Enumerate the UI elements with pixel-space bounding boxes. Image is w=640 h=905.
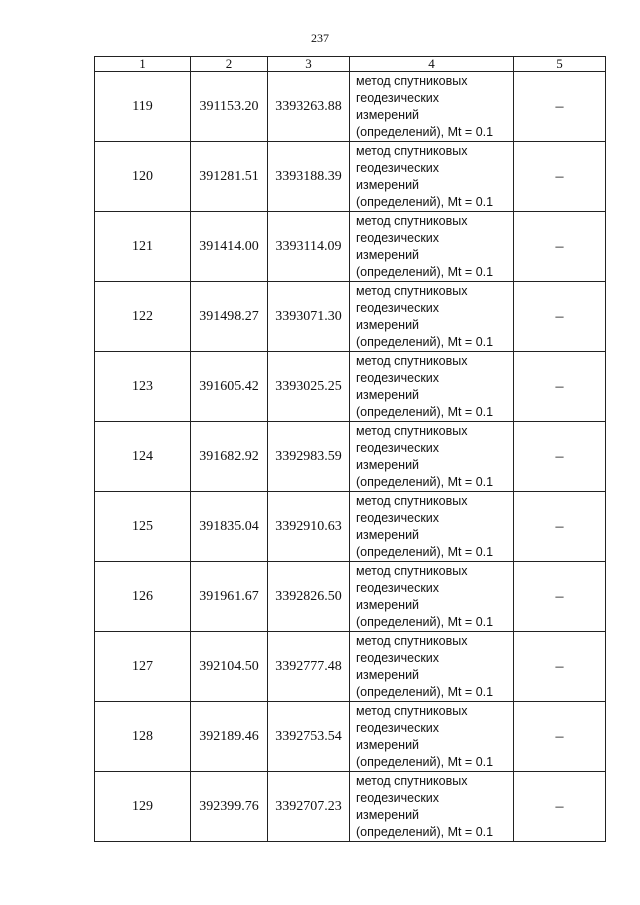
- method-line: геодезических: [356, 230, 440, 245]
- column-header-3: 3: [268, 57, 350, 72]
- method-line: измерений: [356, 387, 420, 402]
- column-header-4: 4: [350, 57, 514, 72]
- point-number-cell: 119: [95, 72, 191, 142]
- method-line: (определений), Mt = 0.1: [356, 474, 494, 489]
- note-cell: –: [514, 212, 606, 282]
- table-header-row: [95, 57, 606, 72]
- note-cell: –: [514, 142, 606, 212]
- point-number-cell: 126: [95, 562, 191, 632]
- method-line: измерений: [356, 737, 420, 752]
- point-number-cell: 128: [95, 702, 191, 772]
- method-line: геодезических: [356, 300, 440, 315]
- page-number: 237: [311, 31, 329, 45]
- method-cell: [350, 632, 514, 702]
- method-line: геодезических: [356, 370, 440, 385]
- method-line: измерений: [356, 597, 420, 612]
- method-line: метод спутниковых: [356, 353, 468, 368]
- note-cell: –: [514, 352, 606, 422]
- column-header-5: 5: [514, 57, 606, 72]
- method-line: измерений: [356, 807, 420, 822]
- method-line: (определений), Mt = 0.1: [356, 684, 494, 699]
- column-header-1: 1: [95, 57, 191, 72]
- method-line: (определений), Mt = 0.1: [356, 264, 494, 279]
- x-coordinate-cell: 391281.51: [191, 142, 268, 212]
- method-line: (определений), Mt = 0.1: [356, 124, 494, 139]
- table-row: [95, 282, 606, 352]
- y-coordinate-cell: 3393263.88: [268, 72, 350, 142]
- method-cell: [350, 422, 514, 492]
- note-cell: –: [514, 422, 606, 492]
- method-line: метод спутниковых: [356, 563, 468, 578]
- method-line: геодезических: [356, 650, 440, 665]
- method-line: метод спутниковых: [356, 73, 468, 88]
- method-line: геодезических: [356, 160, 440, 175]
- method-line: измерений: [356, 247, 420, 262]
- y-coordinate-cell: 3392707.23: [268, 772, 350, 842]
- table-row: [95, 632, 606, 702]
- column-header-2: 2: [191, 57, 268, 72]
- method-cell: [350, 212, 514, 282]
- method-cell: [350, 772, 514, 842]
- table-row: [95, 422, 606, 492]
- method-line: (определений), Mt = 0.1: [356, 404, 494, 419]
- point-number-cell: 122: [95, 282, 191, 352]
- method-line: (определений), Mt = 0.1: [356, 544, 494, 559]
- y-coordinate-cell: 3392826.50: [268, 562, 350, 632]
- y-coordinate-cell: 3392910.63: [268, 492, 350, 562]
- method-line: метод спутниковых: [356, 633, 468, 648]
- table-row: [95, 352, 606, 422]
- method-line: геодезических: [356, 580, 440, 595]
- x-coordinate-cell: 391414.00: [191, 212, 268, 282]
- method-cell: [350, 562, 514, 632]
- method-line: метод спутниковых: [356, 493, 468, 508]
- x-coordinate-cell: 391153.20: [191, 72, 268, 142]
- y-coordinate-cell: 3393188.39: [268, 142, 350, 212]
- x-coordinate-cell: 391682.92: [191, 422, 268, 492]
- note-cell: –: [514, 492, 606, 562]
- y-coordinate-cell: 3392983.59: [268, 422, 350, 492]
- point-number-cell: 120: [95, 142, 191, 212]
- table-row: [95, 702, 606, 772]
- point-number-cell: 127: [95, 632, 191, 702]
- note-cell: –: [514, 562, 606, 632]
- note-cell: –: [514, 72, 606, 142]
- note-cell: –: [514, 772, 606, 842]
- method-line: измерений: [356, 457, 420, 472]
- x-coordinate-cell: 391605.42: [191, 352, 268, 422]
- x-coordinate-cell: 391498.27: [191, 282, 268, 352]
- point-number-cell: 129: [95, 772, 191, 842]
- method-line: измерений: [356, 667, 420, 682]
- method-line: измерений: [356, 107, 420, 122]
- note-cell: –: [514, 282, 606, 352]
- point-number-cell: 124: [95, 422, 191, 492]
- method-line: геодезических: [356, 440, 440, 455]
- table-row: [95, 772, 606, 842]
- method-line: геодезических: [356, 790, 440, 805]
- method-line: метод спутниковых: [356, 283, 468, 298]
- y-coordinate-cell: 3392777.48: [268, 632, 350, 702]
- x-coordinate-cell: 392399.76: [191, 772, 268, 842]
- method-line: (определений), Mt = 0.1: [356, 334, 494, 349]
- method-line: геодезических: [356, 90, 440, 105]
- method-line: (определений), Mt = 0.1: [356, 194, 494, 209]
- method-line: измерений: [356, 317, 420, 332]
- table-row: [95, 562, 606, 632]
- method-line: измерений: [356, 527, 420, 542]
- method-line: метод спутниковых: [356, 773, 468, 788]
- x-coordinate-cell: 391835.04: [191, 492, 268, 562]
- method-cell: [350, 492, 514, 562]
- x-coordinate-cell: 391961.67: [191, 562, 268, 632]
- point-number-cell: 123: [95, 352, 191, 422]
- method-line: (определений), Mt = 0.1: [356, 614, 494, 629]
- note-cell: –: [514, 632, 606, 702]
- method-line: метод спутниковых: [356, 213, 468, 228]
- y-coordinate-cell: 3393025.25: [268, 352, 350, 422]
- x-coordinate-cell: 392104.50: [191, 632, 268, 702]
- note-cell: –: [514, 702, 606, 772]
- method-cell: [350, 72, 514, 142]
- method-cell: [350, 142, 514, 212]
- y-coordinate-cell: 3393071.30: [268, 282, 350, 352]
- method-line: метод спутниковых: [356, 703, 468, 718]
- method-cell: [350, 352, 514, 422]
- table-row: [95, 142, 606, 212]
- coordinates-table: [94, 56, 606, 842]
- method-line: метод спутниковых: [356, 423, 468, 438]
- table-row: [95, 72, 606, 142]
- method-cell: [350, 702, 514, 772]
- point-number-cell: 125: [95, 492, 191, 562]
- point-number-cell: 121: [95, 212, 191, 282]
- method-line: геодезических: [356, 720, 440, 735]
- y-coordinate-cell: 3392753.54: [268, 702, 350, 772]
- method-line: геодезических: [356, 510, 440, 525]
- x-coordinate-cell: 392189.46: [191, 702, 268, 772]
- table-row: [95, 212, 606, 282]
- method-line: измерений: [356, 177, 420, 192]
- method-cell: [350, 282, 514, 352]
- method-line: (определений), Mt = 0.1: [356, 824, 494, 839]
- table-row: [95, 492, 606, 562]
- method-line: (определений), Mt = 0.1: [356, 754, 494, 769]
- method-line: метод спутниковых: [356, 143, 468, 158]
- y-coordinate-cell: 3393114.09: [268, 212, 350, 282]
